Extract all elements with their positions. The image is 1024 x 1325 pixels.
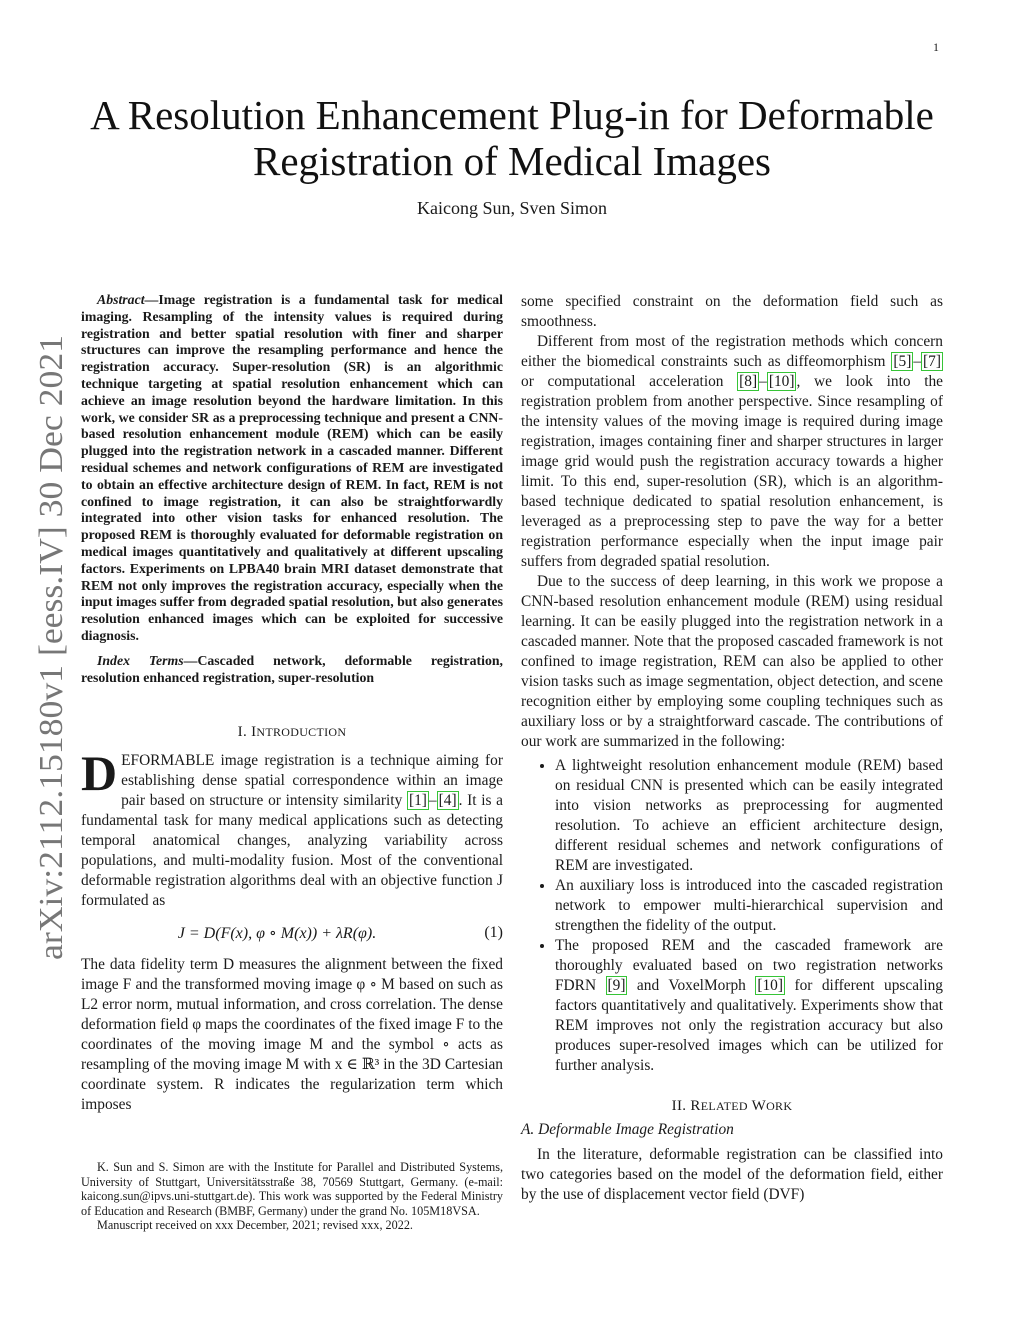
abstract-text: —Image registration is a fundamental task for medical imaging. Resampling of the intensity values is required during registration and better spatial resolution with finer and sharper structures can improve the resampling performance and hence the registration accuracy. Super-resolution (SR) is an algorithmic technique targeting at spatial resolution enhancement which can achieve an image resolution beyond the hardware limitation. In this work, we consider SR as a preprocessing technique and present a CNN-based resolution enhancement module (REM) which can be easily plugged into the registration network in a cascaded manner. Different residual schemes and network configurations of REM are investigated to obtain an effective architecture design of REM. In fact, REM is not confined to image registration, it can also be straightforwardly integrated into other vision tasks for enhanced resolution. The proposed REM is thoroughly evaluated for deformable registration on medical images quantitatively and qualitatively at different upscaling factors. Experiments on LPBA40 brain MRI dataset demonstrate that REM not only improves the registration accuracy, especially when the input images suffer from degraded spatial resolution, but also generates resolution enhanced images which can be exploited for successive diagnosis. <box>81 292 503 643</box>
authors: Kaicong Sun, Sven Simon <box>416 198 607 218</box>
citation-link[interactable]: [5] <box>893 353 912 370</box>
citation-link[interactable]: [10] <box>768 373 795 390</box>
page-number: 1 <box>933 40 939 54</box>
drop-cap: D <box>81 745 118 802</box>
arxiv-identifier: arXiv:2112.15180v1 [eess.IV] 30 Dec 2021 <box>33 364 70 960</box>
section-related-work-heading: II. RELATED WORK <box>671 1098 793 1114</box>
arxiv-sidebar-svg <box>12 330 78 970</box>
index-terms <box>81 653 503 687</box>
equation-number: (1) <box>484 924 503 942</box>
right-paragraph-0: some specified constraint on the deformation field such as smoothness. <box>521 293 943 330</box>
right-paragraph-1: Different from most of the registration methods which concern either the biomedical constraints such as diffeomorphism [5] – [7] or computational acceleration [8] – [10] , we look into the registration problem from another perspective. Since resampling of the intensity values of the moving image is required during image registration, images containing finer and sharper structures in larger image grid would push the registration accuracy towards a higher limit. To this end, super-resolution (SR), which is an algorithm-based technique dedicated to spatial resolution enhancement, is leveraged as a preprocessing step to pave the way for a better registration performance especially when the input image pair suffers from degraded spatial resolution. <box>521 333 943 570</box>
title-line-2: Registration of Medical Images <box>252 138 772 184</box>
equation-1 <box>81 923 503 943</box>
right-paragraph-3: In the literature, deformable registration can be classified into two categories based on the model of the deformation field, either by the use of displacement vector field (DVF) <box>521 1146 943 1203</box>
intro-paragraph-1: DEFORMABLE image registration is a technique aiming for establishing dense spatial correspondence within an image pair based on structure or intensity similarity [1] – [4] . It is a fundamental task for many medical applications such as detecting temporal anatomical changes, analyzing variability across populations, and multi-modality fusion. Most of the conventional deformable registration algorithms deal with an objective function J formulated as <box>81 745 503 910</box>
footnote-manuscript: Manuscript received on xxx December, 2021; revised xxx, 2022. <box>97 1218 413 1233</box>
contribution-item: • The proposed REM and the cascaded framework are thoroughly evaluated based on two registration networks FDRN [9] and VoxelMorph [10] for different upscaling factors quantitatively and qualitatively. Experiments show that REM improves not only the registration accuracy but also produces super-resolved images which can be utilized for further analysis. <box>555 936 943 1076</box>
right-column <box>521 292 943 1205</box>
contribution-item: • An auxiliary loss is introduced into the cascaded registration network to empower multi-hierarchical supervision and strengthen the fidelity of the output. <box>555 876 943 936</box>
footnote-affiliation: K. Sun and S. Simon are with the Institute for Parallel and Distributed Systems, University of Stuttgart, Universitätsstraße 38, 70569 Stuttgart, Germany. (e-mail: kaicong.sun@ipvs.uni-stuttgart.de). This work was supported by the Federal Ministry of Education and Research (BMBF, Germany) under the grand No. 105M18VSA. <box>81 1160 503 1218</box>
index-terms-label: Index Terms <box>97 652 184 668</box>
footnotes <box>81 1160 503 1233</box>
citation-link[interactable]: [7] <box>923 353 941 370</box>
abstract <box>81 292 503 645</box>
right-paragraph-2: Due to the success of deep learning, in this work we propose a CNN-based resolution enhancement module (REM) using residual learning. It can be easily plugged into the registration network in a cascaded manner. Note that the proposed cascaded framework is not confined to image registration, REM can also be applied to other vision tasks such as image segmentation, object detection, and scene recognition either by employing some coupling techniques such as auxiliary loss or by a straightforward cascade. The contributions of our work are summarized in the following: <box>521 573 943 750</box>
citation-link[interactable]: [8] <box>739 373 758 390</box>
citation-link[interactable]: [4] <box>438 792 457 810</box>
equation-expression: J = D(F(x), φ ∘ M(x)) + λR(φ). <box>177 925 377 943</box>
paper-title <box>70 92 954 184</box>
citation-link[interactable]: [1] <box>408 792 427 810</box>
left-column <box>81 292 503 1115</box>
subsection-deformable-registration: A. Deformable Image Registration <box>521 1121 734 1138</box>
abstract-label: Abstract <box>97 292 145 307</box>
index-terms-text: —Cascaded network, deformable registration, resolution enhanced registration, super-resolution <box>81 652 504 685</box>
citation-link[interactable]: [9] <box>607 977 626 994</box>
section-introduction-heading: I. INTRODUCTION <box>237 724 347 741</box>
title-line-1: A Resolution Enhancement Plug-in for Deformable <box>90 92 934 138</box>
intro-paragraph-2: The data fidelity term D measures the alignment between the fixed image F and the transformed moving image φ ∘ M based on such as L2 error norm, mutual information, and cross correlation. The dense deformation field φ maps the coordinates of the fixed image F to the coordinates of the moving image M and the symbol ∘ acts as resampling of the moving image M with x ∈ ℝ³ in the 3D Cartesian coordinate system. R indicates the regularization term which imposes <box>81 956 503 1114</box>
contributions-list <box>521 756 943 1076</box>
citation-link[interactable]: [10] <box>757 977 783 994</box>
contribution-item: • A lightweight resolution enhancement module (REM) based on residual CNN is presented which can be easily integrated into vision networks as preprocessing for augmented resolution. To achieve an efficient architecture design, different residual schemes and network configurations of REM are investigated. <box>555 756 943 876</box>
arxiv-sidebar <box>12 330 78 970</box>
